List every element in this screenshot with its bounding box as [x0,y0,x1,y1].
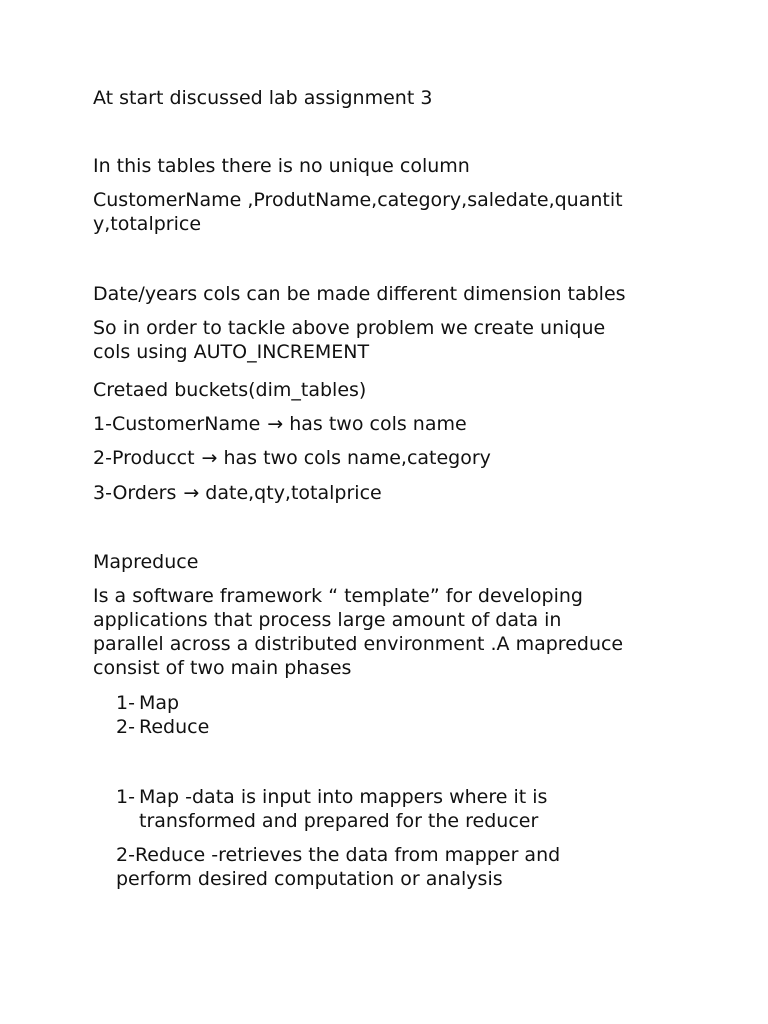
mapreduce-description-line-4: consist of two main phases [93,657,352,679]
phase-list-item-map [116,691,179,715]
phase-list-item-reduce [116,715,209,739]
lab-assignment-line: At start discussed lab assignment 3 [93,87,433,109]
mapreduce-description-line-2: applications that process large amount of data in [93,609,562,631]
bucket-item-product [93,446,491,470]
mapreduce-description-line-1: Is a software framework “ template” for developing [93,585,583,607]
reduce-detail-line-1: 2-Reduce -retrieves the data from mapper and [116,844,561,866]
columns-line-2: y,totalprice [93,213,202,235]
bucket-label: 2-Producct [93,447,195,469]
map-detail-line-1 [116,785,547,809]
bucket-item-customer [93,412,467,436]
list-text: Map -data is input into mappers where it is [139,786,548,808]
list-text: Reduce [139,716,210,738]
arrow-right-icon: → [183,482,200,504]
columns-line-1: CustomerName ,ProdutName,category,saledate,quantit [93,189,623,211]
buckets-heading: Cretaed buckets(dim_tables) [93,379,367,401]
bucket-description: has two cols name,category [223,447,491,469]
bucket-label: 1-CustomerName [93,413,261,435]
map-detail-line-2: transformed and prepared for the reducer [139,810,539,832]
bucket-description: date,qty,totalprice [205,482,382,504]
dimension-tables-line: Date/years cols can be made different dimension tables [93,283,626,305]
list-text: Map [139,692,180,714]
arrow-right-icon: → [267,413,284,435]
no-unique-column-line: In this tables there is no unique column [93,155,470,177]
bucket-label: 3-Orders [93,482,177,504]
mapreduce-heading: Mapreduce [93,551,199,573]
bucket-item-orders [93,481,382,505]
mapreduce-description-line-3: parallel across a distributed environment .A mapreduce [93,633,624,655]
arrow-right-icon: → [201,447,218,469]
tackle-problem-line-1: So in order to tackle above problem we create unique [93,317,606,339]
bucket-description: has two cols name [289,413,467,435]
reduce-detail-line-2: perform desired computation or analysis [116,868,503,890]
tackle-problem-line-2: cols using AUTO_INCREMENT [93,341,370,363]
list-number: 1- [116,692,135,714]
list-number: 2- [116,716,135,738]
list-number: 1- [116,786,135,808]
